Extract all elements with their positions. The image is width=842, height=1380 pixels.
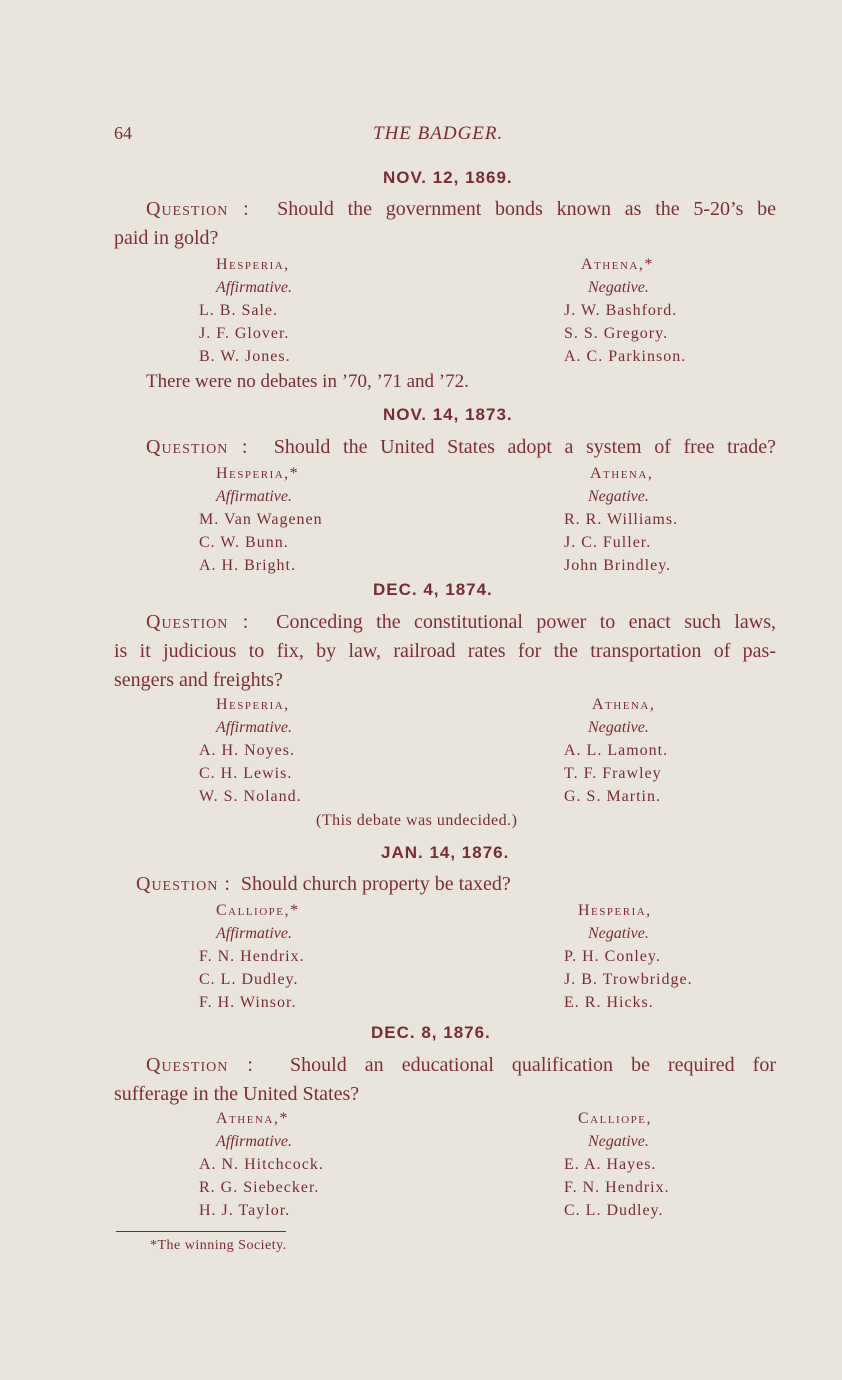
debate-date: DEC. 4, 1874. xyxy=(373,580,493,599)
debater-name: C. W. Bunn. xyxy=(199,534,289,551)
debater-name: F. H. Winsor. xyxy=(199,994,297,1011)
question-lead: Question : xyxy=(146,436,249,458)
debater-name: A. H. Bright. xyxy=(199,557,296,574)
debater-name: R. R. Williams. xyxy=(564,511,679,528)
negative-society: Athena, xyxy=(592,696,656,713)
negative-society: Hesperia, xyxy=(578,902,652,919)
affirmative-label: Affirmative. xyxy=(216,279,292,296)
affirmative-label: Affirmative. xyxy=(216,1133,292,1150)
debate-question xyxy=(146,1051,776,1080)
debater-name: W. S. Noland. xyxy=(199,788,302,805)
debater-name: J. B. Trowbridge. xyxy=(564,971,693,988)
debate-date: NOV. 12, 1869. xyxy=(383,168,513,187)
debater-name: F. N. Hendrix. xyxy=(199,948,305,965)
debater-name: A. H. Noyes. xyxy=(199,742,295,759)
question-lead: Question : xyxy=(146,198,250,220)
debater-name: J. W. Bashford. xyxy=(564,302,678,319)
affirmative-society: Athena,* xyxy=(216,1110,289,1127)
debater-name: A. N. Hitchcock. xyxy=(199,1156,324,1173)
debater-name: H. J. Taylor. xyxy=(199,1202,291,1219)
question-lead: Question : xyxy=(146,1054,254,1076)
negative-label: Negative. xyxy=(588,719,649,736)
question-text: Should an educational qualification be required for xyxy=(290,1054,776,1076)
negative-society: Athena,* xyxy=(581,256,654,273)
footnote: *The winning Society. xyxy=(150,1238,287,1253)
debater-name: J. C. Fuller. xyxy=(564,534,652,551)
debate-question xyxy=(146,608,776,637)
question-text-continued: sufferage in the United States? xyxy=(114,1083,360,1105)
debate-date: DEC. 8, 1876. xyxy=(371,1023,491,1042)
question-text-continued: is it judicious to fix, by law, railroad rates for the transportation of pas- xyxy=(114,640,776,662)
debater-name: C. H. Lewis. xyxy=(199,765,293,782)
no-debates-note: There were no debates in ’70, ’71 and ’72. xyxy=(146,371,469,392)
undecided-note: (This debate was undecided.) xyxy=(316,812,518,829)
negative-label: Negative. xyxy=(588,488,649,505)
negative-label: Negative. xyxy=(588,1133,649,1150)
debater-name: A. C. Parkinson. xyxy=(564,348,687,365)
negative-label: Negative. xyxy=(588,279,649,296)
debater-name: A. L. Lamont. xyxy=(564,742,669,759)
debater-name: John Brindley. xyxy=(564,557,672,574)
affirmative-society: Hesperia, xyxy=(216,696,290,713)
question-text: Conceding the constitutional power to enact such laws, xyxy=(276,611,776,633)
debater-name: B. W. Jones. xyxy=(199,348,291,365)
affirmative-label: Affirmative. xyxy=(216,488,292,505)
question-text-continued: sengers and freights? xyxy=(114,669,283,691)
debater-name: R. G. Siebecker. xyxy=(199,1179,320,1196)
debater-name: S. S. Gregory. xyxy=(564,325,669,342)
negative-label: Negative. xyxy=(588,925,649,942)
debater-name: J. F. Glover. xyxy=(199,325,290,342)
debate-question xyxy=(146,433,776,462)
affirmative-society: Hesperia,* xyxy=(216,465,300,482)
debater-name: T. F. Frawley xyxy=(564,765,662,782)
question-text: Should the United States adopt a system of free trade? xyxy=(273,436,776,458)
debater-name: F. N. Hendrix. xyxy=(564,1179,670,1196)
page-number: 64 xyxy=(114,123,132,143)
affirmative-label: Affirmative. xyxy=(216,719,292,736)
debater-name: P. H. Conley. xyxy=(564,948,661,965)
debater-name: E. R. Hicks. xyxy=(564,994,654,1011)
question-lead: Question : xyxy=(146,611,250,633)
question-lead: Question : xyxy=(136,873,231,895)
debate-question xyxy=(146,195,776,224)
debater-name: G. S. Martin. xyxy=(564,788,661,805)
debate-date: NOV. 14, 1873. xyxy=(383,405,513,424)
debater-name: E. A. Hayes. xyxy=(564,1156,657,1173)
debate-date: JAN. 14, 1876. xyxy=(381,843,510,862)
affirmative-society: Hesperia, xyxy=(216,256,290,273)
debater-name: M. Van Wagenen xyxy=(199,511,323,528)
question-text: Should church property be taxed? xyxy=(240,873,511,895)
affirmative-society: Calliope,* xyxy=(216,902,300,919)
question-text: Should the government bonds known as the 5-20’s be xyxy=(277,198,777,220)
running-title: THE BADGER. xyxy=(373,123,504,144)
negative-society: Athena, xyxy=(590,465,654,482)
negative-society: Calliope, xyxy=(578,1110,652,1127)
question-text-continued: paid in gold? xyxy=(114,227,219,249)
debater-name: L. B. Sale. xyxy=(199,302,278,319)
debater-name: C. L. Dudley. xyxy=(199,971,299,988)
debater-name: C. L. Dudley. xyxy=(564,1202,664,1219)
affirmative-label: Affirmative. xyxy=(216,925,292,942)
footnote-rule xyxy=(116,1231,286,1232)
debate-question xyxy=(136,870,511,899)
